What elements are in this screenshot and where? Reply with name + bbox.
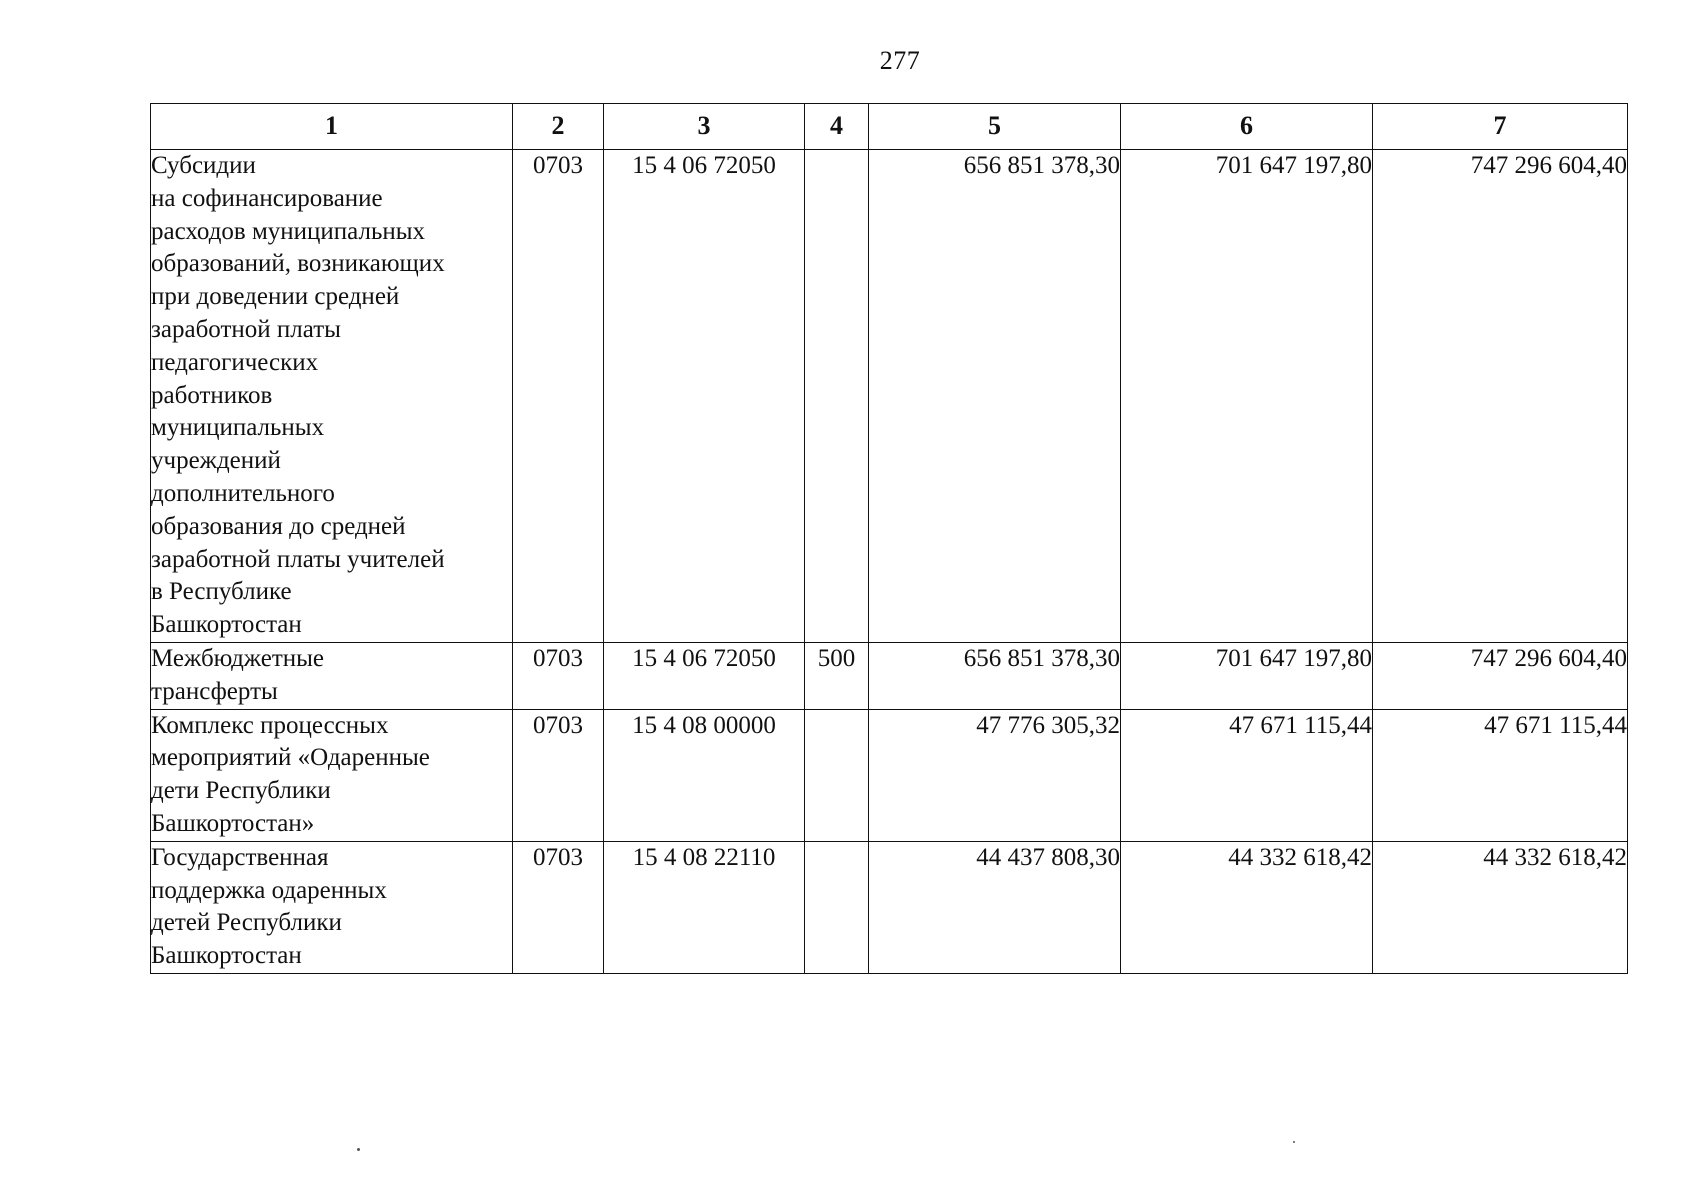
column-header-2: 2: [513, 104, 604, 150]
budget-table: [150, 103, 1628, 974]
amount-col5-cell: 656 851 378,30: [869, 642, 1121, 709]
row-name-cell: Межбюджетные трансферты: [151, 642, 513, 709]
column-header-4: 4: [805, 104, 869, 150]
expense-type-cell: 500: [805, 642, 869, 709]
expense-type-cell: [805, 709, 869, 841]
target-code-cell: 15 4 06 72050: [604, 150, 805, 643]
section-cell: 0703: [513, 642, 604, 709]
amount-col7-cell: 747 296 604,40: [1373, 150, 1628, 643]
amount-col6-cell: 701 647 197,80: [1121, 150, 1373, 643]
amount-col5-cell: 47 776 305,32: [869, 709, 1121, 841]
expense-type-cell: [805, 841, 869, 973]
table-row: [151, 150, 1628, 643]
page-number: 277: [879, 46, 921, 75]
table-row: [151, 709, 1628, 841]
amount-col5-cell: 44 437 808,30: [869, 841, 1121, 973]
amount-col6-cell: 47 671 115,44: [1121, 709, 1373, 841]
amount-col6-cell: 44 332 618,42: [1121, 841, 1373, 973]
column-header-1: 1: [151, 104, 513, 150]
row-name-cell: Субсидии на софинансирование расходов муниципальных образований, возникающих при доведении средней заработной платы педагогических работников муниципальных учреждений дополнительного образования до средней заработной платы учителей в Республике Башкортостан: [151, 150, 513, 643]
target-code-cell: 15 4 08 22110: [604, 841, 805, 973]
table-row: [151, 642, 1628, 709]
column-header-3: 3: [604, 104, 805, 150]
section-cell: 0703: [513, 841, 604, 973]
column-header-7: 7: [1373, 104, 1628, 150]
amount-col7-cell: 747 296 604,40: [1373, 642, 1628, 709]
amount-col6-cell: 701 647 197,80: [1121, 642, 1373, 709]
scan-speck: [1293, 1141, 1295, 1143]
column-header-5: 5: [869, 104, 1121, 150]
column-header-6: 6: [1121, 104, 1373, 150]
row-name-cell: Государственная поддержка одаренных детей Республики Башкортостан: [151, 841, 513, 973]
target-code-cell: 15 4 08 00000: [604, 709, 805, 841]
row-name-cell: Комплекс процессных мероприятий «Одаренные дети Республики Башкортостан»: [151, 709, 513, 841]
table-row: [151, 841, 1628, 973]
section-cell: 0703: [513, 709, 604, 841]
section-cell: 0703: [513, 150, 604, 643]
amount-col5-cell: 656 851 378,30: [869, 150, 1121, 643]
amount-col7-cell: 47 671 115,44: [1373, 709, 1628, 841]
expense-type-cell: [805, 150, 869, 643]
target-code-cell: 15 4 06 72050: [604, 642, 805, 709]
scan-speck: [357, 1148, 360, 1151]
amount-col7-cell: 44 332 618,42: [1373, 841, 1628, 973]
header-row: [151, 104, 1628, 150]
